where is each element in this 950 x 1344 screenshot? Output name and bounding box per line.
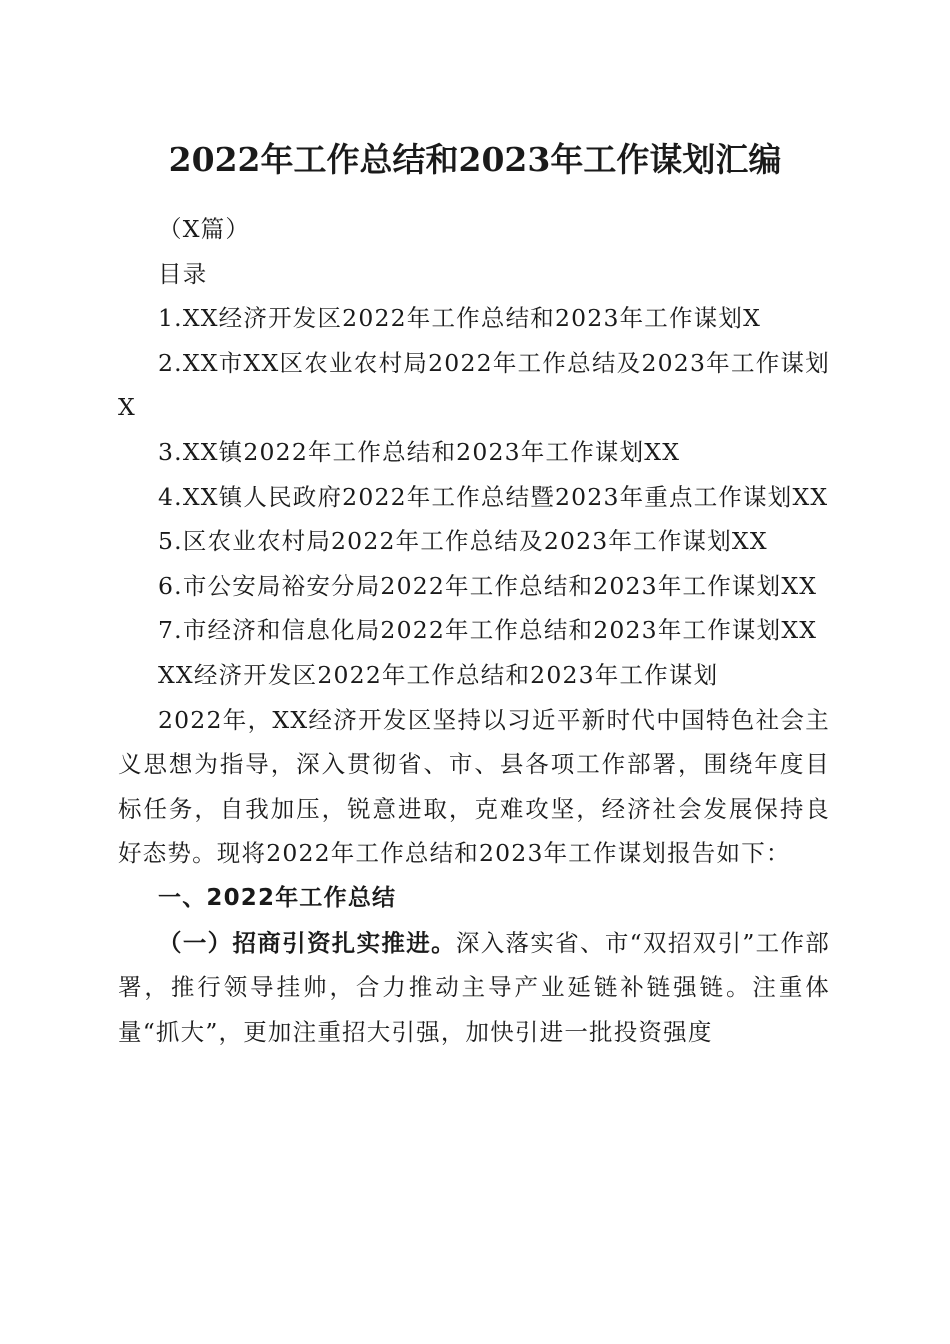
toc-item-1: 1.XX经济开发区2022年工作总结和2023年工作谋划X: [158, 304, 762, 333]
subsection-text: 深入落实省、市“双招双引”工作部署，推行领导挂帅，合力推动主导产业延链补链强链。注重体量“抓大”，更加注重招大引强，加快引进一批投资强度: [118, 928, 830, 1046]
document-body: [118, 207, 830, 1054]
subsection-heading: （一）招商引资扎实推进。: [158, 928, 456, 957]
intro-paragraph: 2022年，XX经济开发区坚持以习近平新时代中国特色社会主义思想为指导，深入贯彻省、市、县各项工作部署，围绕年度目标任务，自我加压，锐意进取，克难攻坚，经济社会发展保持良好态势。现将2022年工作总结和2023年工作谋划报告如下：: [118, 705, 830, 868]
toc-item-7: 7.市经济和信息化局2022年工作总结和2023年工作谋划XX: [158, 616, 818, 645]
document-title: 2022年工作总结和2023年工作谋划汇编: [168, 140, 782, 179]
toc-item-5: 5.区农业农村局2022年工作总结及2023年工作谋划XX: [158, 527, 768, 556]
count-note: （X篇）: [158, 215, 251, 243]
toc-item-4: 4.XX镇人民政府2022年工作总结暨2023年重点工作谋划XX: [158, 482, 829, 511]
toc-item-2: 2.XX市XX区农业农村局2022年工作总结及2023年工作谋划X: [118, 348, 830, 422]
toc-item-6: 6.市公安局裕安分局2022年工作总结和2023年工作谋划XX: [158, 571, 818, 600]
article-title: XX经济开发区2022年工作总结和2023年工作谋划: [158, 660, 719, 689]
toc-label: 目录: [158, 259, 208, 288]
toc-item-3: 3.XX镇2022年工作总结和2023年工作谋划XX: [158, 437, 681, 466]
subsection-paragraph: [118, 921, 830, 1055]
section-heading: 一、2022年工作总结: [158, 884, 397, 911]
